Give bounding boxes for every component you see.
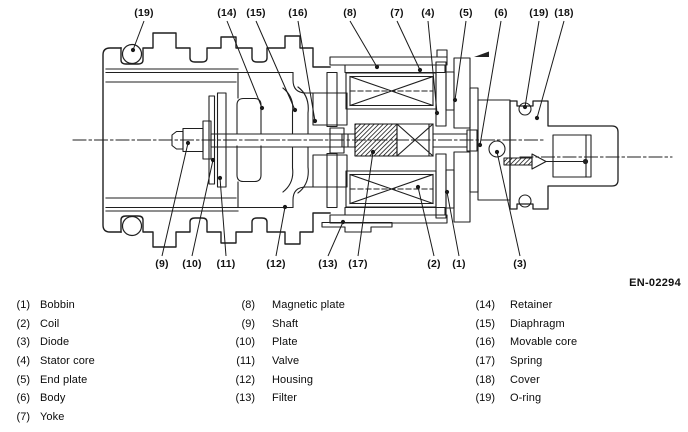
legend-item-label: Yoke bbox=[40, 411, 65, 424]
yoke-wall-bottom bbox=[327, 154, 337, 208]
legend-item-number: (9) bbox=[241, 317, 255, 330]
legend-item-label: Spring bbox=[510, 355, 543, 368]
leader-line-(19) bbox=[525, 21, 539, 107]
callout-label-(14)-1: (14) bbox=[217, 6, 237, 19]
leader-line-(14) bbox=[227, 21, 262, 108]
legend-item-label: Coil bbox=[40, 317, 60, 330]
o-ring-cover-bottom bbox=[519, 195, 531, 207]
legend-item-label: Movable core bbox=[510, 336, 578, 349]
bore-lines-bottom bbox=[106, 198, 238, 211]
leader-dot-(8) bbox=[375, 65, 379, 69]
callout-label-(1)-18: (1) bbox=[452, 257, 466, 270]
yoke-wall-top bbox=[327, 73, 337, 127]
leader-dot-(6) bbox=[478, 143, 482, 147]
leader-dot-(9) bbox=[186, 141, 190, 145]
legend-item-label: Filter bbox=[272, 392, 298, 405]
legend-item-label: Retainer bbox=[510, 299, 553, 311]
legend-item-number: (14) bbox=[475, 299, 495, 311]
leader-line-(15) bbox=[256, 21, 295, 110]
legend-item-number: (4) bbox=[16, 355, 30, 368]
legend-item-number: (6) bbox=[16, 392, 30, 405]
legend-item-(19) bbox=[469, 392, 577, 411]
legend-item-(4) bbox=[8, 355, 95, 374]
leader-dot-(3) bbox=[495, 150, 499, 154]
legend-item-(2) bbox=[8, 318, 95, 337]
legend-item-number: (12) bbox=[235, 373, 255, 386]
legend-column-3 bbox=[469, 299, 577, 411]
legend-item-label: Body bbox=[40, 392, 66, 405]
legend-item-(1) bbox=[8, 299, 95, 318]
legend-item-label: Valve bbox=[272, 355, 300, 368]
callout-label-(5)-7: (5) bbox=[459, 6, 473, 19]
legend-item-number: (5) bbox=[16, 373, 30, 386]
legend-item-(16) bbox=[469, 336, 577, 355]
leader-dot-(7) bbox=[418, 68, 422, 72]
legend-item-label: Diode bbox=[40, 336, 70, 349]
legend-column-1 bbox=[8, 299, 95, 430]
legend-item-label: Bobbin bbox=[40, 299, 75, 311]
cover-outline bbox=[510, 101, 618, 209]
leader-dot-(19) bbox=[131, 48, 135, 52]
filter-tab bbox=[322, 223, 392, 233]
terminal-strip bbox=[504, 158, 532, 165]
legend-item-number: (17) bbox=[475, 355, 495, 368]
leader-line-(18) bbox=[537, 21, 564, 118]
drawing-linework bbox=[73, 33, 672, 247]
legend-item-number: (1) bbox=[16, 299, 30, 311]
callout-label-(11)-13: (11) bbox=[216, 257, 236, 270]
legend-item-number: (3) bbox=[16, 336, 30, 349]
retainer-bottom bbox=[237, 146, 261, 182]
callout-label-(13)-15: (13) bbox=[318, 257, 338, 270]
callout-label-(6)-8: (6) bbox=[494, 6, 508, 19]
legend-item-number: (19) bbox=[475, 392, 495, 405]
legend-item-label: End plate bbox=[40, 373, 88, 386]
connector-cavity bbox=[553, 135, 591, 177]
yoke-top-plate bbox=[330, 57, 447, 65]
legend-item-(14) bbox=[469, 299, 577, 318]
leader-line-(8) bbox=[350, 21, 377, 67]
leader-line-(7) bbox=[397, 21, 420, 70]
legend-item-number: (8) bbox=[241, 299, 255, 311]
callout-label-(7)-5: (7) bbox=[390, 6, 404, 19]
legend-item-(12) bbox=[229, 374, 345, 393]
callout-label-(18)-10: (18) bbox=[554, 6, 574, 19]
callout-label-(17)-16: (17) bbox=[348, 257, 368, 270]
legend-item-label: Shaft bbox=[272, 317, 299, 330]
leader-dot-(18) bbox=[535, 116, 539, 120]
legend-item-number: (2) bbox=[16, 317, 30, 330]
leader-line-(2) bbox=[418, 187, 434, 256]
callout-label-(19)-0: (19) bbox=[134, 6, 154, 19]
legend-item-number: (16) bbox=[475, 336, 495, 349]
legend-item-label: Cover bbox=[510, 373, 540, 386]
diode-circle bbox=[489, 141, 505, 157]
leader-dot-(12) bbox=[283, 205, 287, 209]
leader-dot-(2) bbox=[416, 185, 420, 189]
leader-line-(11) bbox=[220, 178, 226, 256]
legend-item-label: Magnetic plate bbox=[272, 299, 345, 311]
callout-label-(12)-14: (12) bbox=[266, 257, 286, 270]
legend-item-number: (10) bbox=[235, 336, 255, 349]
legend-item-number: (18) bbox=[475, 373, 495, 386]
callout-label-(2)-17: (2) bbox=[427, 257, 441, 270]
retainer-top bbox=[237, 99, 261, 135]
legend-item-(9) bbox=[229, 318, 345, 337]
legend-column-2 bbox=[229, 299, 345, 411]
bore-lines-top bbox=[106, 69, 238, 82]
legend-item-number: (13) bbox=[235, 392, 255, 405]
terminal-arrow bbox=[532, 154, 546, 169]
leader-dot-(17) bbox=[371, 150, 375, 154]
housing-top-profile bbox=[121, 33, 330, 67]
legend-item-(17) bbox=[469, 355, 577, 374]
legend-item-number: (11) bbox=[236, 355, 255, 368]
shaft-body bbox=[211, 134, 355, 147]
callout-label-(4)-6: (4) bbox=[421, 6, 435, 19]
leader-dot-(13) bbox=[341, 220, 345, 224]
legend-item-label: Plate bbox=[272, 336, 298, 349]
legend-item-label: Stator core bbox=[40, 355, 95, 368]
legend-item-label: Diaphragm bbox=[510, 317, 565, 330]
callout-label-(19)-9: (19) bbox=[529, 6, 549, 19]
legend-item-(15) bbox=[469, 318, 577, 337]
legend-item-label: Housing bbox=[272, 373, 314, 386]
yoke-bottom-plate bbox=[330, 215, 447, 223]
leader-dot-(19) bbox=[523, 105, 527, 109]
housing-bottom-profile bbox=[121, 213, 330, 247]
end-plate-bottom bbox=[454, 152, 470, 222]
leader-line-(1) bbox=[447, 192, 459, 256]
leader-dot-(11) bbox=[218, 176, 222, 180]
leader-line-(9) bbox=[162, 143, 188, 256]
legend-item-label: O-ring bbox=[510, 392, 542, 405]
callout-label-(3)-19: (3) bbox=[513, 257, 527, 270]
callout-label-(15)-2: (15) bbox=[246, 6, 266, 19]
leader-dot-(14) bbox=[260, 106, 264, 110]
legend-item-number: (15) bbox=[475, 317, 495, 330]
magnetic-plate-top bbox=[345, 65, 445, 73]
callout-label-(10)-12: (10) bbox=[182, 257, 202, 270]
leader-dot-(16) bbox=[313, 119, 317, 123]
legend-item-(8) bbox=[229, 299, 345, 318]
legend-item-(5) bbox=[8, 374, 95, 393]
leader-dot-(1) bbox=[445, 190, 449, 194]
leader-dot-(15) bbox=[293, 108, 297, 112]
legend-item-(3) bbox=[8, 336, 95, 355]
legend-item-(13) bbox=[229, 392, 345, 411]
figure-code: EN-02294 bbox=[629, 277, 681, 289]
leader-dot-(10) bbox=[211, 158, 215, 162]
leader-dot-(4) bbox=[435, 111, 439, 115]
legend-item-(18) bbox=[469, 374, 577, 393]
leader-line-(6) bbox=[480, 21, 501, 145]
legend-item-(11) bbox=[229, 355, 345, 374]
o-ring-bottom bbox=[123, 217, 142, 236]
magnetic-plate-bottom bbox=[345, 208, 445, 216]
callout-label-(9)-11: (9) bbox=[155, 257, 169, 270]
legend-item-(10) bbox=[229, 336, 345, 355]
leader-dot-(5) bbox=[453, 98, 457, 102]
leader-line-(19) bbox=[133, 21, 144, 50]
callout-label-(16)-3: (16) bbox=[288, 6, 308, 19]
legend-item-(7) bbox=[8, 411, 95, 430]
movable-core-hatched bbox=[355, 124, 397, 156]
legend-item-number: (7) bbox=[16, 411, 30, 424]
callout-label-(8)-4: (8) bbox=[343, 6, 357, 19]
o-ring-top bbox=[123, 45, 142, 64]
leader-line-(16) bbox=[298, 21, 315, 121]
leader-line-(5) bbox=[455, 21, 466, 100]
legend-item-(6) bbox=[8, 392, 95, 411]
